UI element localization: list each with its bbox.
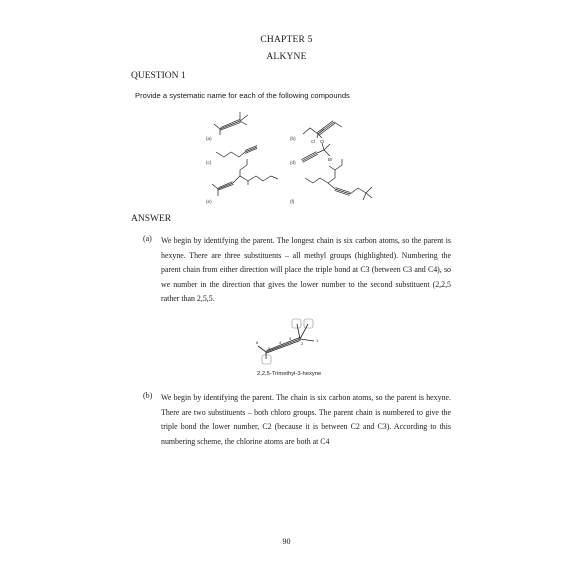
compounds-figure: [200, 107, 380, 212]
carbon-number-4: 4: [279, 340, 282, 345]
methyl-highlight-3: [262, 355, 271, 364]
structure-b: [303, 121, 342, 138]
question-prompt: Provide a systematic name for each of the following compounds: [135, 91, 350, 100]
label-d: (d): [290, 160, 296, 165]
answer-a-marker: (a): [143, 234, 152, 243]
answer-heading: ANSWER: [131, 214, 172, 224]
atom-cl-2: Cl: [320, 139, 325, 144]
chapter-topic: ALKYNE: [266, 52, 307, 62]
answer-a-structure: [242, 315, 342, 375]
structure-c: [216, 146, 257, 157]
carbon-number-3: 3: [289, 336, 292, 341]
label-e: (e): [206, 199, 212, 204]
page-number: 90: [282, 537, 291, 546]
answer-b-text: We begin by identifying the parent. The chain is six carbon atoms, so the parent is hexyne. There are two substituents – both chloro groups. The parent chain is numbered to give the triple bond the lower number, C2 (because it is between C2 and C3). According to this numbering scheme, the chlorine atoms are both at C4: [161, 393, 451, 446]
label-f: (f): [290, 199, 295, 204]
carbon-number-5: 5: [268, 346, 271, 351]
structure-f: [305, 159, 372, 200]
methyl-highlight-1: [292, 319, 301, 328]
answer-a-text: We begin by identifying the parent. The longest chain is six carbon atoms, so the parent is hexyne. There are three substituents – all methyl groups (highlighted). Numbering the parent chain from either direction will place the triple bond at C3 (between C3 and C4), so we number in the direction that gives the lower number to the second substituent (2,2,5 rather than 2,5,5.: [161, 236, 451, 304]
carbon-number-1: 1: [316, 338, 319, 343]
structure-a: [214, 112, 248, 135]
answer-b-marker: (b): [143, 391, 153, 400]
question-heading: QUESTION 1: [131, 71, 186, 81]
atom-br: Br: [328, 157, 333, 162]
carbon-number-2: 2: [301, 341, 304, 346]
label-a: (a): [206, 136, 212, 141]
label-b: (b): [290, 136, 296, 141]
methyl-highlight-2: [304, 319, 313, 328]
carbon-number-6: 6: [256, 340, 259, 345]
chapter-heading: CHAPTER 5: [260, 35, 313, 45]
structure-e: [212, 159, 278, 196]
label-c: (c): [206, 160, 212, 165]
structure-d: [301, 143, 330, 162]
answer-a-caption: 2,2,5-Trimethyl-3-hexyne: [257, 371, 322, 377]
atom-cl-1: Cl: [311, 139, 316, 144]
